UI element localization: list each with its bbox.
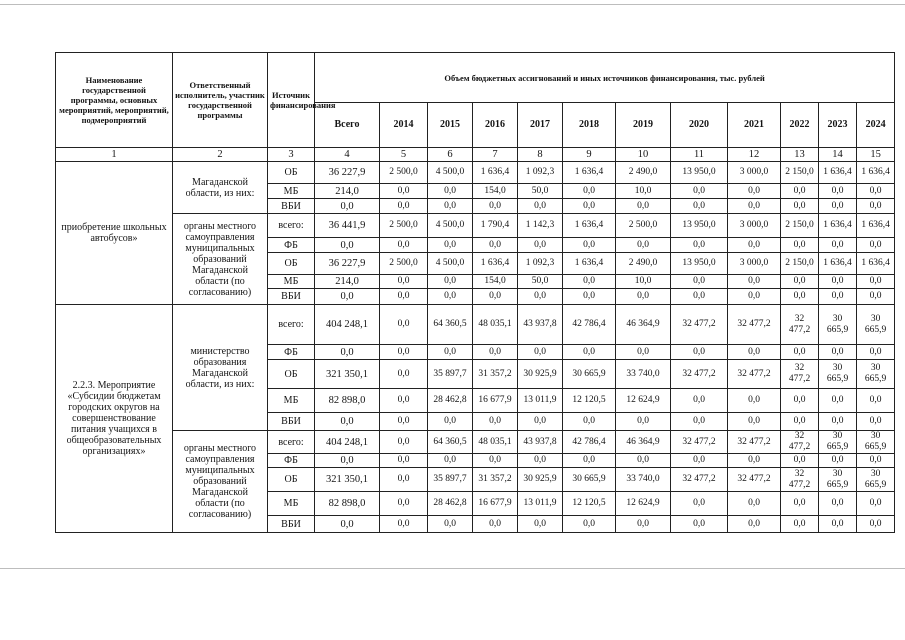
year-value: 0,0 xyxy=(428,275,473,289)
total-value: 36 441,9 xyxy=(315,214,380,238)
year-value: 0,0 xyxy=(728,413,781,431)
year-value: 0,0 xyxy=(857,238,895,253)
header-responsible-col: Ответственный исполнитель, участник государственной программы xyxy=(173,53,268,148)
header-year: 2015 xyxy=(428,103,473,148)
column-number: 15 xyxy=(857,148,895,162)
header-source-col: Источник финансирования xyxy=(268,53,315,148)
year-value: 30 665,9 xyxy=(857,431,895,454)
year-value: 12 624,9 xyxy=(616,492,671,516)
year-value: 0,0 xyxy=(473,289,518,305)
year-value: 2 150,0 xyxy=(781,214,819,238)
year-value: 0,0 xyxy=(380,199,428,214)
header-year: 2016 xyxy=(473,103,518,148)
year-value: 28 462,8 xyxy=(428,492,473,516)
year-value: 0,0 xyxy=(671,413,728,431)
table-row xyxy=(56,305,895,345)
year-value: 2 500,0 xyxy=(616,214,671,238)
year-value: 10,0 xyxy=(616,184,671,199)
year-value: 0,0 xyxy=(380,289,428,305)
year-value: 0,0 xyxy=(728,516,781,533)
total-value: 404 248,1 xyxy=(315,431,380,454)
year-value: 0,0 xyxy=(563,454,616,468)
funding-source: ВБИ xyxy=(268,289,315,305)
year-value: 0,0 xyxy=(728,184,781,199)
year-value: 0,0 xyxy=(428,289,473,305)
year-value: 0,0 xyxy=(671,289,728,305)
year-value: 0,0 xyxy=(380,516,428,533)
year-value: 0,0 xyxy=(671,345,728,360)
year-value: 0,0 xyxy=(473,345,518,360)
header-year: 2017 xyxy=(518,103,563,148)
year-value: 0,0 xyxy=(671,492,728,516)
year-value: 1 636,4 xyxy=(857,214,895,238)
total-value: 0,0 xyxy=(315,238,380,253)
year-value: 43 937,8 xyxy=(518,305,563,345)
page-bottom-rule xyxy=(0,568,905,569)
year-value: 0,0 xyxy=(781,275,819,289)
year-value: 0,0 xyxy=(380,238,428,253)
year-value: 30 925,9 xyxy=(518,360,563,389)
year-value: 30 665,9 xyxy=(563,468,616,492)
year-value: 0,0 xyxy=(518,289,563,305)
year-value: 2 490,0 xyxy=(616,253,671,275)
year-value: 0,0 xyxy=(857,516,895,533)
year-value: 1 636,4 xyxy=(473,162,518,184)
funding-source: всего: xyxy=(268,431,315,454)
year-value: 13 950,0 xyxy=(671,162,728,184)
year-value: 0,0 xyxy=(518,238,563,253)
year-value: 0,0 xyxy=(473,516,518,533)
year-value: 1 636,4 xyxy=(857,162,895,184)
year-value: 2 500,0 xyxy=(380,214,428,238)
column-number: 8 xyxy=(518,148,563,162)
year-value: 32 477,2 xyxy=(671,360,728,389)
year-value: 32 477,2 xyxy=(781,468,819,492)
year-value: 2 150,0 xyxy=(781,162,819,184)
total-value: 82 898,0 xyxy=(315,492,380,516)
total-value: 0,0 xyxy=(315,289,380,305)
header-year: 2020 xyxy=(671,103,728,148)
year-value: 32 477,2 xyxy=(781,431,819,454)
year-value: 0,0 xyxy=(781,184,819,199)
year-value: 1 636,4 xyxy=(473,253,518,275)
header-year: 2021 xyxy=(728,103,781,148)
year-value: 0,0 xyxy=(616,289,671,305)
funding-source: всего: xyxy=(268,214,315,238)
year-value: 0,0 xyxy=(728,289,781,305)
year-value: 0,0 xyxy=(857,454,895,468)
year-value: 0,0 xyxy=(671,454,728,468)
year-value: 1 636,4 xyxy=(819,162,857,184)
year-value: 30 665,9 xyxy=(857,360,895,389)
year-value: 48 035,1 xyxy=(473,305,518,345)
funding-source: ВБИ xyxy=(268,516,315,533)
funding-source: ОБ xyxy=(268,468,315,492)
column-number: 5 xyxy=(380,148,428,162)
year-value: 46 364,9 xyxy=(616,431,671,454)
year-value: 16 677,9 xyxy=(473,492,518,516)
year-value: 1 092,3 xyxy=(518,253,563,275)
year-value: 0,0 xyxy=(428,413,473,431)
year-value: 4 500,0 xyxy=(428,162,473,184)
year-value: 3 000,0 xyxy=(728,253,781,275)
year-value: 0,0 xyxy=(819,454,857,468)
year-value: 0,0 xyxy=(781,389,819,413)
year-value: 0,0 xyxy=(728,345,781,360)
funding-source: ФБ xyxy=(268,238,315,253)
table-row xyxy=(56,214,895,238)
year-value: 16 677,9 xyxy=(473,389,518,413)
year-value: 0,0 xyxy=(728,492,781,516)
year-value: 2 500,0 xyxy=(380,253,428,275)
year-value: 0,0 xyxy=(671,516,728,533)
column-number: 9 xyxy=(563,148,616,162)
funding-source: МБ xyxy=(268,389,315,413)
table-row xyxy=(56,162,895,184)
year-value: 0,0 xyxy=(380,492,428,516)
year-value: 1 636,4 xyxy=(563,214,616,238)
year-value: 1 636,4 xyxy=(563,162,616,184)
year-value: 35 897,7 xyxy=(428,360,473,389)
year-value: 0,0 xyxy=(380,454,428,468)
year-value: 0,0 xyxy=(563,238,616,253)
year-value: 0,0 xyxy=(473,199,518,214)
year-value: 0,0 xyxy=(518,413,563,431)
year-value: 64 360,5 xyxy=(428,431,473,454)
year-value: 28 462,8 xyxy=(428,389,473,413)
year-value: 31 357,2 xyxy=(473,360,518,389)
year-value: 0,0 xyxy=(616,413,671,431)
year-value: 2 150,0 xyxy=(781,253,819,275)
total-value: 0,0 xyxy=(315,454,380,468)
total-value: 0,0 xyxy=(315,345,380,360)
year-value: 1 142,3 xyxy=(518,214,563,238)
measure-name: 2.2.3. Мероприятие «Субсидии бюджетам городских округов на совершенствование питания учащихся в общеобразовательных организациях» xyxy=(56,305,173,533)
year-value: 0,0 xyxy=(819,492,857,516)
responsible-executor: органы местного самоуправления муниципальных образований Магаданской области (по согласованию) xyxy=(173,214,268,305)
year-value: 64 360,5 xyxy=(428,305,473,345)
header-name-col: Наименование государственной программы, основных мероприятий, мероприятий, подмероприятий xyxy=(56,53,173,148)
year-value: 30 665,9 xyxy=(819,360,857,389)
year-value: 0,0 xyxy=(728,275,781,289)
year-value: 0,0 xyxy=(728,389,781,413)
header-year: 2024 xyxy=(857,103,895,148)
column-number: 7 xyxy=(473,148,518,162)
year-value: 0,0 xyxy=(473,454,518,468)
year-value: 0,0 xyxy=(819,413,857,431)
year-value: 32 477,2 xyxy=(781,305,819,345)
year-value: 50,0 xyxy=(518,275,563,289)
year-value: 30 925,9 xyxy=(518,468,563,492)
year-value: 50,0 xyxy=(518,184,563,199)
year-value: 0,0 xyxy=(380,184,428,199)
year-value: 0,0 xyxy=(671,275,728,289)
year-value: 32 477,2 xyxy=(671,431,728,454)
year-value: 0,0 xyxy=(563,275,616,289)
funding-source: ОБ xyxy=(268,253,315,275)
year-value: 0,0 xyxy=(857,184,895,199)
total-value: 0,0 xyxy=(315,516,380,533)
year-value: 0,0 xyxy=(428,516,473,533)
year-value: 0,0 xyxy=(857,492,895,516)
year-value: 33 740,0 xyxy=(616,360,671,389)
total-value: 321 350,1 xyxy=(315,468,380,492)
year-value: 48 035,1 xyxy=(473,431,518,454)
year-value: 0,0 xyxy=(671,238,728,253)
header-year: 2014 xyxy=(380,103,428,148)
year-value: 0,0 xyxy=(428,238,473,253)
year-value: 42 786,4 xyxy=(563,431,616,454)
year-value: 0,0 xyxy=(819,289,857,305)
year-value: 0,0 xyxy=(728,238,781,253)
year-value: 13 011,9 xyxy=(518,389,563,413)
year-value: 0,0 xyxy=(380,345,428,360)
total-value: 36 227,9 xyxy=(315,253,380,275)
year-value: 2 490,0 xyxy=(616,162,671,184)
year-value: 0,0 xyxy=(671,184,728,199)
year-value: 0,0 xyxy=(473,238,518,253)
year-value: 42 786,4 xyxy=(563,305,616,345)
year-value: 0,0 xyxy=(428,454,473,468)
funding-source: ФБ xyxy=(268,345,315,360)
header-year: 2018 xyxy=(563,103,616,148)
year-value: 0,0 xyxy=(781,238,819,253)
total-value: 214,0 xyxy=(315,184,380,199)
funding-source: ОБ xyxy=(268,162,315,184)
column-number: 13 xyxy=(781,148,819,162)
year-value: 1 636,4 xyxy=(819,253,857,275)
year-value: 0,0 xyxy=(857,289,895,305)
year-value: 12 120,5 xyxy=(563,492,616,516)
column-number: 1 xyxy=(56,148,173,162)
year-value: 0,0 xyxy=(857,389,895,413)
year-value: 33 740,0 xyxy=(616,468,671,492)
total-value: 404 248,1 xyxy=(315,305,380,345)
year-value: 30 665,9 xyxy=(857,468,895,492)
year-value: 3 000,0 xyxy=(728,162,781,184)
header-year: 2019 xyxy=(616,103,671,148)
year-value: 32 477,2 xyxy=(728,431,781,454)
header-total: Всего xyxy=(315,103,380,148)
year-value: 0,0 xyxy=(781,454,819,468)
header-year: 2022 xyxy=(781,103,819,148)
responsible-executor: министерство образования Магаданской области, из них: xyxy=(173,305,268,431)
year-value: 0,0 xyxy=(819,345,857,360)
year-value: 12 624,9 xyxy=(616,389,671,413)
year-value: 0,0 xyxy=(380,468,428,492)
year-value: 0,0 xyxy=(380,413,428,431)
year-value: 31 357,2 xyxy=(473,468,518,492)
year-value: 4 500,0 xyxy=(428,253,473,275)
total-value: 214,0 xyxy=(315,275,380,289)
year-value: 0,0 xyxy=(473,413,518,431)
year-value: 0,0 xyxy=(671,389,728,413)
year-value: 0,0 xyxy=(563,289,616,305)
year-value: 30 665,9 xyxy=(563,360,616,389)
column-number: 4 xyxy=(315,148,380,162)
year-value: 0,0 xyxy=(819,389,857,413)
year-value: 13 011,9 xyxy=(518,492,563,516)
year-value: 0,0 xyxy=(380,431,428,454)
year-value: 0,0 xyxy=(616,516,671,533)
year-value: 0,0 xyxy=(563,184,616,199)
column-number: 6 xyxy=(428,148,473,162)
year-value: 0,0 xyxy=(819,238,857,253)
year-value: 1 636,4 xyxy=(563,253,616,275)
page-top-rule xyxy=(0,4,905,5)
year-value: 4 500,0 xyxy=(428,214,473,238)
total-value: 36 227,9 xyxy=(315,162,380,184)
budget-table xyxy=(55,52,895,533)
year-value: 0,0 xyxy=(428,184,473,199)
column-number: 3 xyxy=(268,148,315,162)
column-number: 11 xyxy=(671,148,728,162)
year-value: 0,0 xyxy=(616,345,671,360)
column-number: 10 xyxy=(616,148,671,162)
year-value: 0,0 xyxy=(380,360,428,389)
year-value: 32 477,2 xyxy=(781,360,819,389)
year-value: 0,0 xyxy=(819,275,857,289)
measure-name: приобретение школьных автобусов» xyxy=(56,162,173,305)
responsible-executor: органы местного самоуправления муниципальных образований Магаданской области (по согласованию) xyxy=(173,431,268,533)
year-value: 0,0 xyxy=(781,492,819,516)
year-value: 0,0 xyxy=(728,199,781,214)
year-value: 0,0 xyxy=(781,345,819,360)
funding-source: ФБ xyxy=(268,454,315,468)
year-value: 0,0 xyxy=(380,275,428,289)
year-value: 154,0 xyxy=(473,275,518,289)
year-value: 13 950,0 xyxy=(671,253,728,275)
year-value: 0,0 xyxy=(428,345,473,360)
year-value: 0,0 xyxy=(616,199,671,214)
total-value: 82 898,0 xyxy=(315,389,380,413)
column-number: 2 xyxy=(173,148,268,162)
column-number: 12 xyxy=(728,148,781,162)
year-value: 0,0 xyxy=(380,389,428,413)
year-value: 32 477,2 xyxy=(671,468,728,492)
year-value: 46 364,9 xyxy=(616,305,671,345)
year-value: 0,0 xyxy=(518,199,563,214)
year-value: 32 477,2 xyxy=(728,468,781,492)
funding-source: ОБ xyxy=(268,360,315,389)
total-value: 0,0 xyxy=(315,199,380,214)
year-value: 35 897,7 xyxy=(428,468,473,492)
year-value: 12 120,5 xyxy=(563,389,616,413)
funding-source: ВБИ xyxy=(268,413,315,431)
year-value: 154,0 xyxy=(473,184,518,199)
year-value: 0,0 xyxy=(616,454,671,468)
year-value: 0,0 xyxy=(781,199,819,214)
year-value: 1 790,4 xyxy=(473,214,518,238)
year-value: 32 477,2 xyxy=(728,305,781,345)
year-value: 30 665,9 xyxy=(819,431,857,454)
year-value: 0,0 xyxy=(563,345,616,360)
year-value: 0,0 xyxy=(819,516,857,533)
header-budget-group: Объем бюджетных ассигнований и иных источников финансирования, тыс. рублей xyxy=(315,53,895,103)
year-value: 0,0 xyxy=(857,275,895,289)
year-value: 3 000,0 xyxy=(728,214,781,238)
year-value: 0,0 xyxy=(428,199,473,214)
total-value: 321 350,1 xyxy=(315,360,380,389)
year-value: 0,0 xyxy=(819,184,857,199)
year-value: 0,0 xyxy=(781,516,819,533)
year-value: 13 950,0 xyxy=(671,214,728,238)
table-row xyxy=(56,431,895,454)
year-value: 1 636,4 xyxy=(819,214,857,238)
funding-source: МБ xyxy=(268,492,315,516)
year-value: 30 665,9 xyxy=(819,468,857,492)
year-value: 0,0 xyxy=(671,199,728,214)
year-value: 0,0 xyxy=(857,413,895,431)
year-value: 0,0 xyxy=(781,289,819,305)
year-value: 10,0 xyxy=(616,275,671,289)
column-number: 14 xyxy=(819,148,857,162)
total-value: 0,0 xyxy=(315,413,380,431)
year-value: 30 665,9 xyxy=(819,305,857,345)
year-value: 0,0 xyxy=(518,516,563,533)
year-value: 0,0 xyxy=(857,199,895,214)
funding-source: МБ xyxy=(268,184,315,199)
year-value: 1 636,4 xyxy=(857,253,895,275)
year-value: 0,0 xyxy=(616,238,671,253)
year-value: 43 937,8 xyxy=(518,431,563,454)
year-value: 0,0 xyxy=(819,199,857,214)
year-value: 0,0 xyxy=(518,345,563,360)
responsible-executor: Магаданской области, из них: xyxy=(173,162,268,214)
funding-source: МБ xyxy=(268,275,315,289)
year-value: 0,0 xyxy=(728,454,781,468)
year-value: 0,0 xyxy=(518,454,563,468)
funding-source: всего: xyxy=(268,305,315,345)
year-value: 0,0 xyxy=(563,516,616,533)
header-year: 2023 xyxy=(819,103,857,148)
year-value: 2 500,0 xyxy=(380,162,428,184)
funding-source: ВБИ xyxy=(268,199,315,214)
year-value: 0,0 xyxy=(563,199,616,214)
year-value: 0,0 xyxy=(563,413,616,431)
year-value: 30 665,9 xyxy=(857,305,895,345)
year-value: 0,0 xyxy=(857,345,895,360)
year-value: 32 477,2 xyxy=(728,360,781,389)
year-value: 0,0 xyxy=(380,305,428,345)
year-value: 0,0 xyxy=(781,413,819,431)
year-value: 32 477,2 xyxy=(671,305,728,345)
year-value: 1 092,3 xyxy=(518,162,563,184)
